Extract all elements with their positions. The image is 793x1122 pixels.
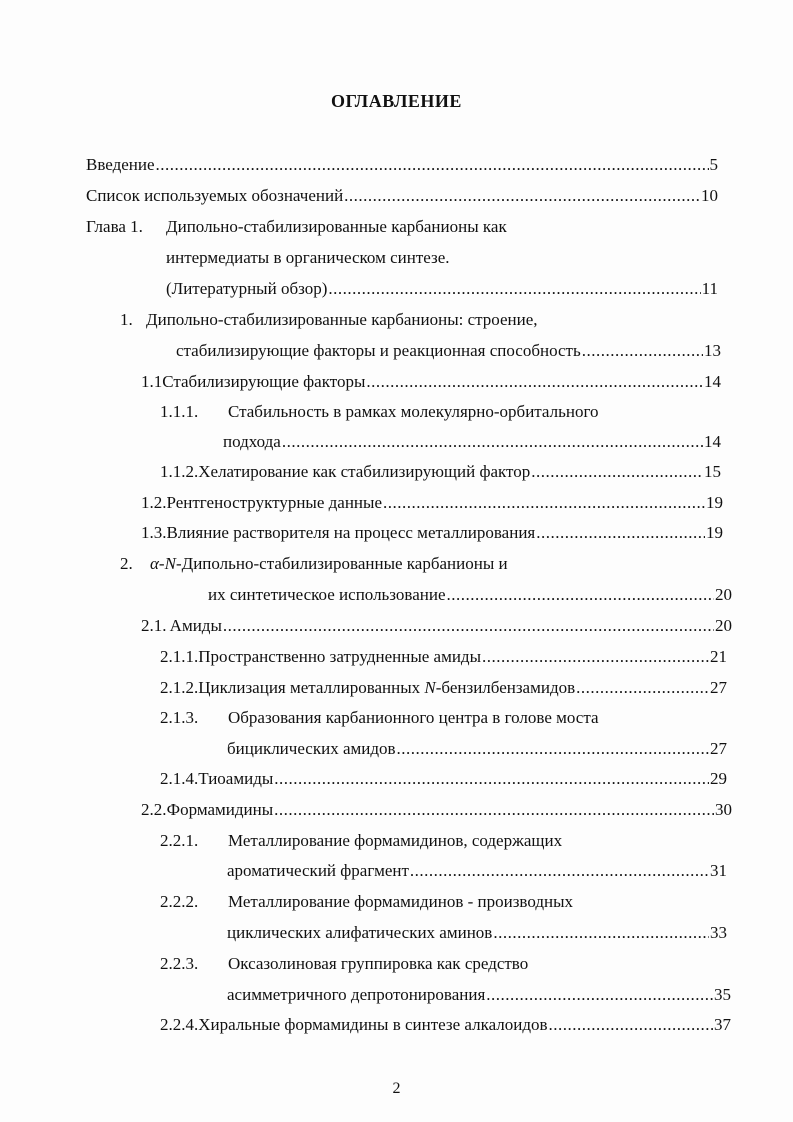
toc-entry-number: 1.1.1. (160, 402, 199, 421)
toc-entry-continuation (227, 922, 727, 944)
toc-leader (383, 492, 705, 514)
toc-entry (160, 953, 528, 975)
toc-entry (160, 891, 573, 913)
toc-entry-text: бициклических амидов (227, 739, 396, 758)
toc-entry-text: -бензилбензамидов (435, 678, 576, 697)
toc-entry-text: асимметричного депротонирования (227, 985, 486, 1004)
toc-leader (531, 461, 703, 483)
toc-entry-number: 2. (120, 554, 133, 573)
toc-leader (328, 278, 700, 300)
toc-entry-number: 1.3. (141, 523, 167, 542)
toc-entry-text: Стабильность в рамках молекулярно-орбитального (228, 402, 599, 421)
toc-entry-text: Рентгеноструктурные данные (166, 493, 382, 512)
toc-leader (549, 1014, 713, 1036)
toc-leader (274, 768, 709, 790)
toc-entry-text: Хелатирование как стабилизирующий фактор (198, 462, 531, 481)
toc-leader (366, 371, 703, 393)
toc-leader (536, 522, 705, 544)
toc-entry (141, 799, 732, 821)
toc-entry-page: 21 (710, 647, 727, 666)
page-number: 2 (392, 1080, 401, 1097)
toc-entry-text: Список используемых обозначений (86, 186, 344, 205)
toc-leader (282, 431, 703, 453)
toc-entry-text: стабилизирующие факторы и реакционная способность (176, 341, 581, 360)
toc-entry-text: Хиральные формамидины в синтезе алкалоидов (198, 1015, 548, 1034)
toc-entry (160, 707, 599, 729)
toc-entry-page: 29 (710, 769, 727, 788)
toc-entry-number: Глава 1. (86, 217, 143, 236)
toc-entry-number: 2.1.3. (160, 708, 199, 727)
toc-entry (141, 492, 723, 514)
toc-entry (141, 522, 723, 544)
toc-entry (141, 615, 732, 637)
toc-entry-page: 11 (701, 279, 718, 298)
toc-entry-text: Циклизация металлированных (198, 678, 425, 697)
toc-entry-text: -Дипольно-стабилизированные карбанионы и (175, 554, 508, 573)
toc-entry-page: 19 (706, 523, 723, 542)
toc-leader (447, 584, 714, 606)
toc-entry-text: Введение (86, 155, 155, 174)
toc-entry-text-italic: α-N (150, 554, 176, 573)
toc-entry-page: 5 (709, 155, 718, 174)
toc-entry-text: (Литературный обзор) (166, 279, 328, 298)
toc-entry (120, 309, 538, 331)
toc-entry-number: 2.2.3. (160, 954, 199, 973)
toc-entry-text: Образования карбанионного центра в голове моста (228, 708, 599, 727)
toc-entry-continuation (166, 278, 718, 300)
toc-entry-page: 27 (710, 739, 727, 758)
toc-leader (397, 738, 709, 760)
toc-entry-continuation (176, 340, 721, 362)
toc-entry-page: 20 (715, 616, 732, 635)
toc-entry (160, 768, 727, 790)
toc-entry-text: Дипольно-стабилизированные карбанионы: строение, (146, 310, 538, 329)
toc-entry-number: 2.2.2. (160, 892, 199, 911)
toc-entry-text: Металлирование формамидинов, содержащих (228, 831, 563, 850)
toc-entry-page: 14 (704, 432, 721, 451)
toc-entry-text-italic: N (424, 678, 436, 697)
toc-entry-continuation (166, 247, 450, 269)
toc-entry-number: 2.1.2. (160, 678, 199, 697)
toc-entry-continuation (227, 738, 727, 760)
toc-entry (86, 185, 718, 207)
toc-entry-page: 20 (715, 585, 732, 604)
toc-entry-number: 2.1.1. (160, 647, 199, 666)
toc-entry-text: их синтетическое использование (208, 585, 446, 604)
toc-entry-text: Тиоамиды (198, 769, 274, 788)
toc-entry-text: Влияние растворителя на процесс металлирования (166, 523, 536, 542)
toc-entry-page: 13 (704, 341, 721, 360)
toc-entry-number: 1.2. (141, 493, 167, 512)
toc-entry-number: 2.1. (141, 616, 167, 635)
toc-entry-page: 19 (706, 493, 723, 512)
toc-entry (160, 461, 721, 483)
toc-entry-number: 2.2. (141, 800, 167, 819)
toc-entry-text: подхода (223, 432, 281, 451)
toc-leader (274, 799, 714, 821)
toc-entry-text: Стабилизирующие факторы (162, 372, 366, 391)
toc-leader (156, 154, 709, 176)
toc-leader (486, 984, 713, 1006)
toc-entry-text: Дипольно-стабилизированные карбанионы как (166, 217, 507, 236)
toc-entry-number: 1. (120, 310, 133, 329)
toc-entry-continuation (223, 431, 721, 453)
toc-entry-text: Оксазолиновая группировка как средство (228, 954, 529, 973)
toc-entry-page: 31 (710, 861, 727, 880)
toc-entry (141, 371, 721, 393)
toc-entry (160, 1014, 731, 1036)
toc-entry-number: 1.1 (141, 372, 163, 391)
toc-entry-text: Металлирование формамидинов - производных (228, 892, 574, 911)
toc-entry-page: 27 (710, 678, 727, 697)
toc-entry (120, 553, 508, 575)
toc-entry-text: ароматический фрагмент (227, 861, 409, 880)
toc-entry-continuation (208, 584, 732, 606)
toc-entry-text: Формамидины (166, 800, 274, 819)
toc-entry-page: 33 (710, 923, 727, 942)
toc-entry-text: Амиды (169, 616, 222, 635)
toc-entry-page: 37 (714, 1015, 731, 1034)
toc-entry-page: 15 (704, 462, 721, 481)
toc-entry (160, 401, 599, 423)
toc-leader (344, 185, 700, 207)
toc-entry-continuation (227, 984, 731, 1006)
toc-entry-page: 30 (715, 800, 732, 819)
toc-entry (160, 830, 562, 852)
toc-entry (86, 154, 718, 176)
toc-entry-continuation (227, 860, 727, 882)
toc-leader (410, 860, 709, 882)
toc-leader (493, 922, 709, 944)
toc-entry-text: интермедиаты в органическом синтезе. (166, 248, 450, 267)
toc-leader (576, 677, 709, 699)
toc-entry-page: 14 (704, 372, 721, 391)
toc-entry (160, 677, 727, 699)
toc-entry-number: 1.1.2. (160, 462, 199, 481)
toc-entry-text: Пространственно затрудненные амиды (198, 647, 482, 666)
toc-leader (482, 646, 709, 668)
toc-leader (582, 340, 703, 362)
toc-entry-text: циклических алифатических аминов (227, 923, 493, 942)
toc-entry-page: 35 (714, 985, 731, 1004)
toc-entry-number: 2.2.1. (160, 831, 199, 850)
toc-leader (223, 615, 714, 637)
toc-entry-number: 2.1.4. (160, 769, 199, 788)
toc-entry (160, 646, 727, 668)
toc-entry (86, 216, 507, 238)
toc-entry-page: 10 (701, 186, 718, 205)
toc-entry-number: 2.2.4. (160, 1015, 199, 1034)
toc-title: ОГЛАВЛЕНИЕ (331, 91, 462, 111)
